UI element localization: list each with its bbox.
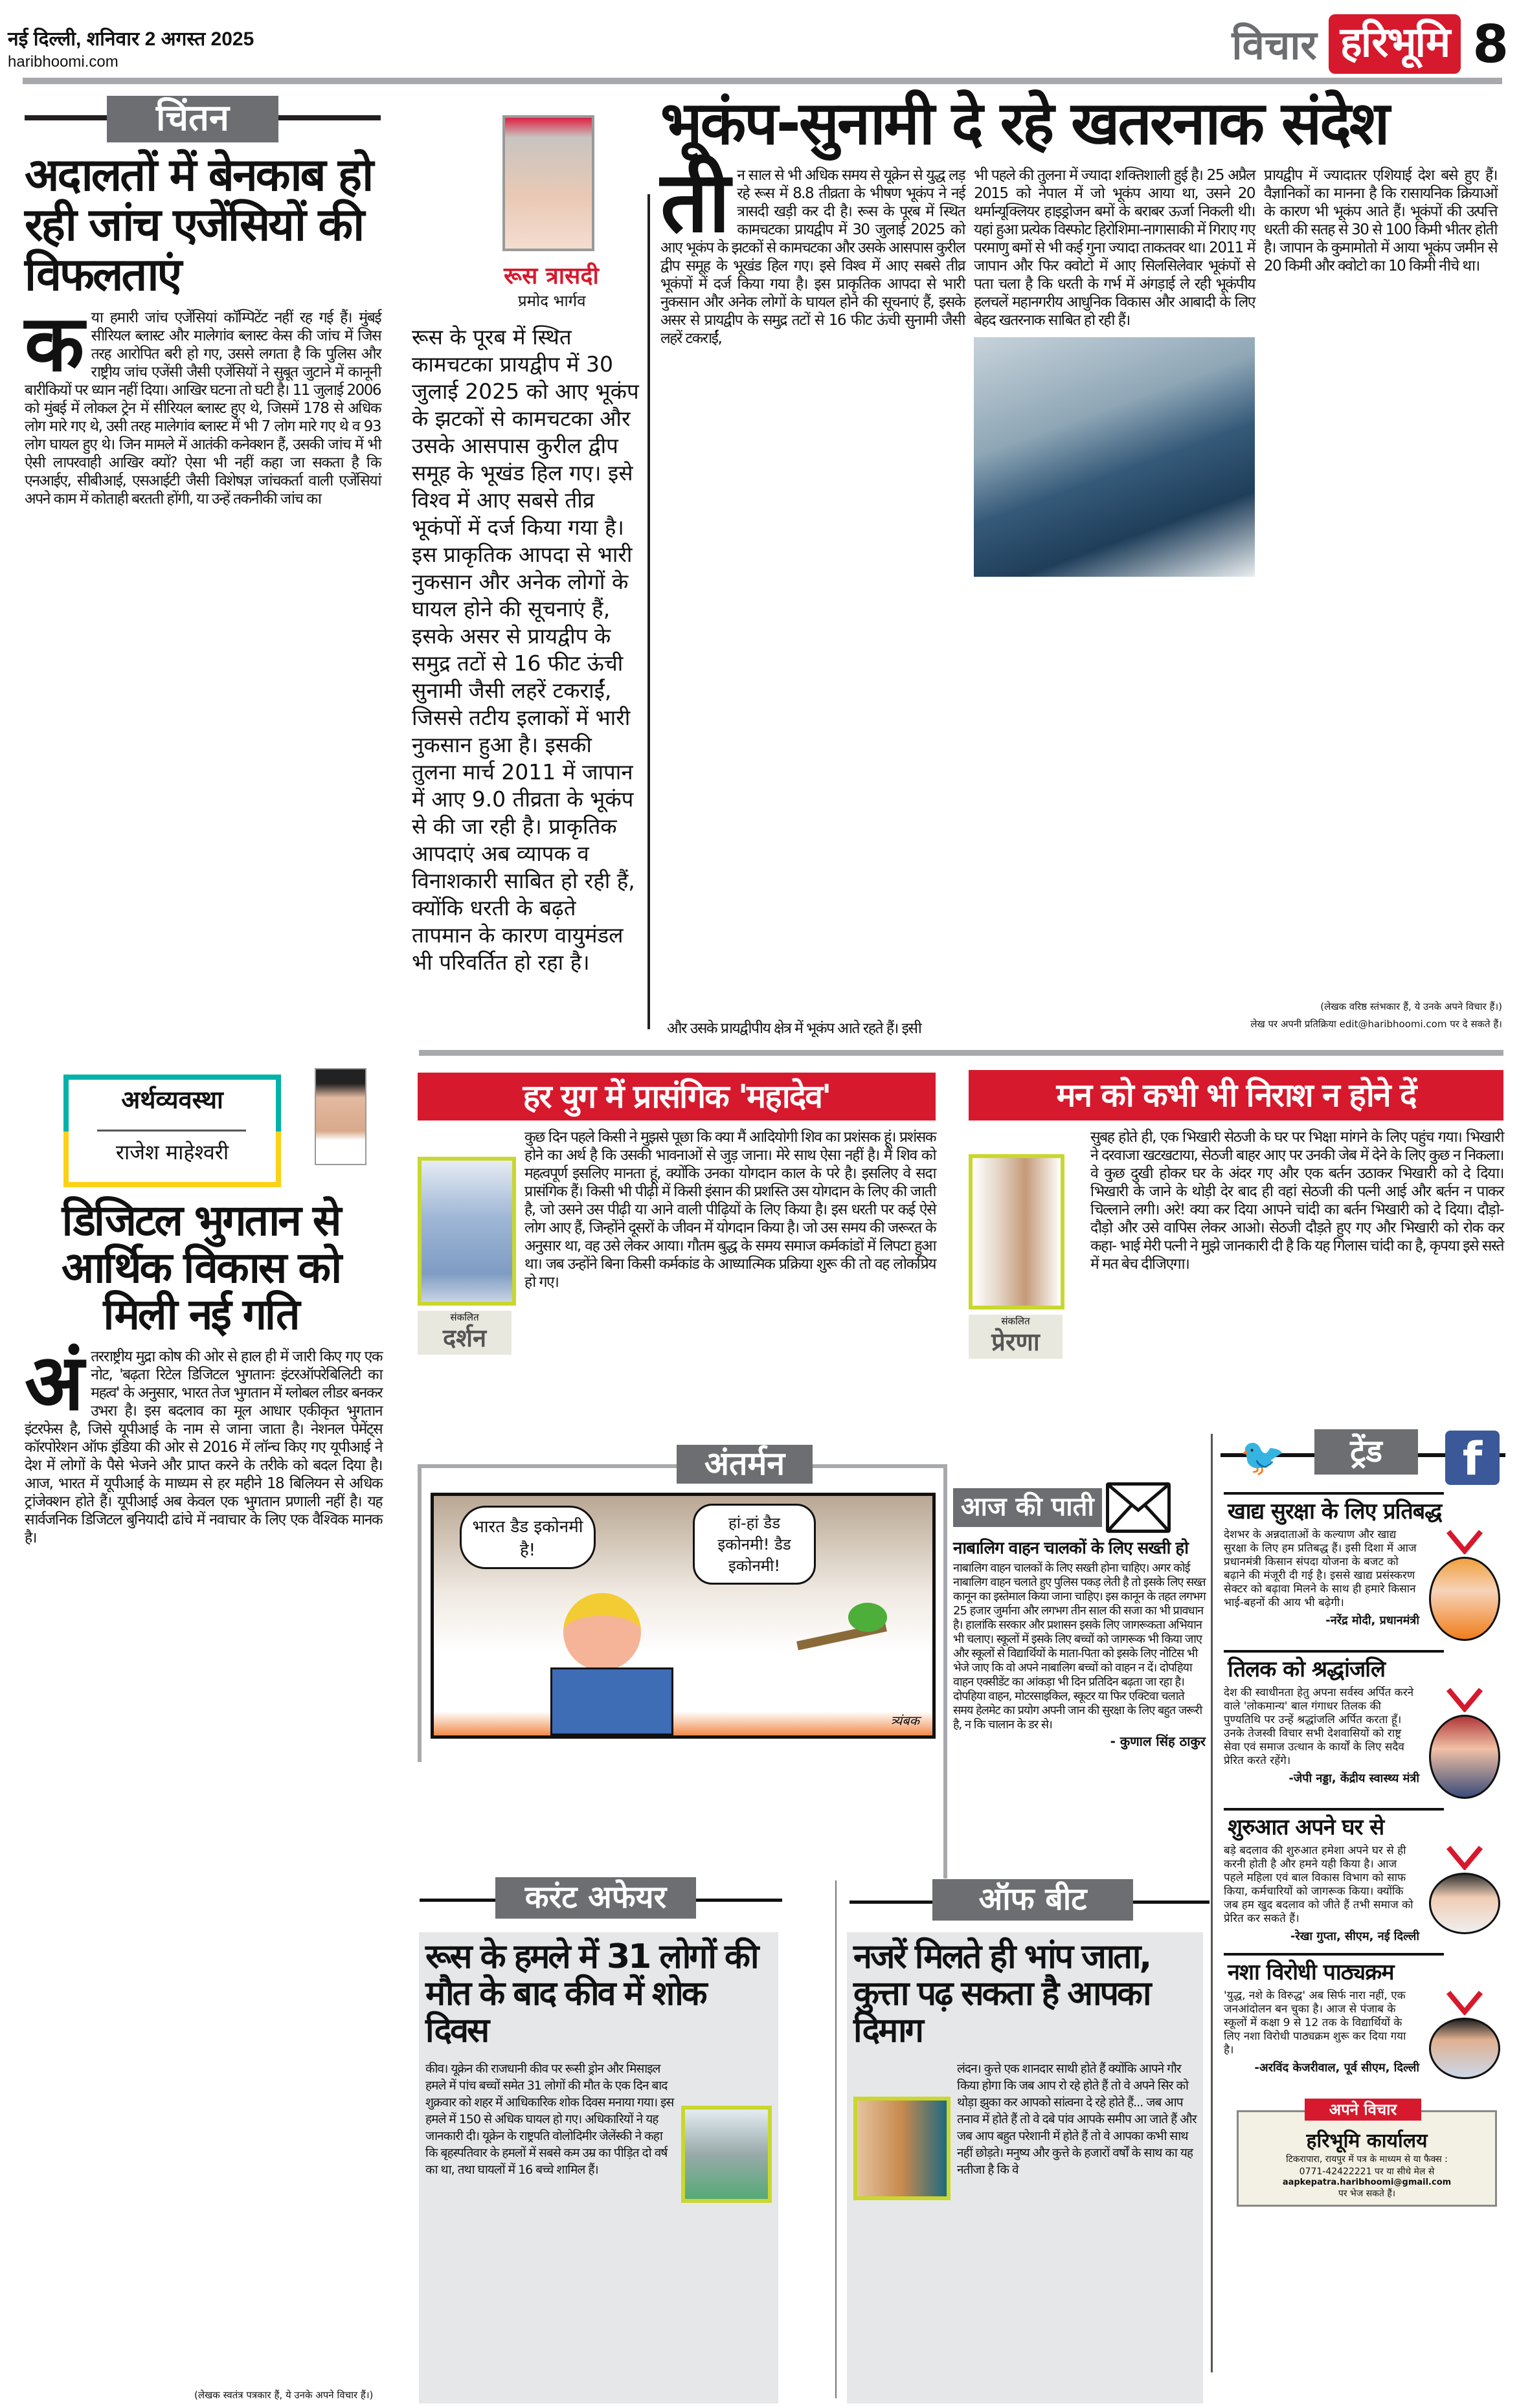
chevron-down-icon <box>1445 1528 1484 1554</box>
paati-section <box>953 1482 1206 1750</box>
author-photo <box>502 115 594 251</box>
portrait-nadda <box>1429 1715 1500 1799</box>
portrait-kejriwal <box>1429 2018 1500 2079</box>
paati-header <box>953 1482 1206 1533</box>
arth-body-wrap <box>19 1337 382 1547</box>
fax-line: 0771-42422221 पर या सीधे मेल से <box>1299 2167 1435 2177</box>
prerna-side <box>969 1128 1064 1359</box>
trend-item-rule <box>1224 1492 1444 1495</box>
trend-item-byline: -अरविंद केजरीवाल, पूर्व सीएम, दिल्ली <box>1254 2061 1419 2075</box>
lead-col-1-text: न साल से भी अधिक समय से यूक्रेन से युद्ध लड़ रहे रूस में 8.8 तीव्रता के भीषण भूकंप ने नई त्रासदी खड़ी कर दी है। रूस के पूरब में स्थित कामचटका प्रायद्वीप में 30 जुलाई 2025 को आए भूकंप के झटकों से कामचटका और उसके आसपास कुरील द्वीप समूह के भूखंड हिल गए। इसे विश्व में आए सबसे तीव्र भूकंपों में दर्ज किया गया है। इस प्राकृतिक आपदा से भारी नुकसान और अनेक लोगों के घायल होने की सूचनाएं हैं, इसके असर से प्रायद्वीप के समुद्र तटों से 16 फीट ऊंची सुनामी जैसी लहरें टकराईं, <box>660 167 965 348</box>
current-body-wrap <box>425 2060 772 2178</box>
send-line: पर भेज सकते हैं। <box>1338 2189 1396 2199</box>
mid-rule <box>419 1050 1503 1056</box>
lead-pullquote: रूस के पूरब में स्थित कामचटका प्रायद्वीप में 30 जुलाई 2025 को आए भूकंप के झटकों से कामचटका और उसके आसपास कुरील द्वीप समूह के भूखंड हिल गए। इसे विश्व में आए सबसे तीव्र भूकंपों में दर्ज किया गया है। इस प्राकृतिक आपदा से भारी नुकसान और अनेक लोगों के घायल होने की सूचनाएं हैं, इसके असर से प्रायद्वीप के समुद्र तटों से 16 फीट ऊंची सुनामी जैसी लहरें टकराईं, जिससे तटीय इलाकों में भारी नुकसान हुआ है। इसकी तुलना मार्च 2011 में जापान में आए 9.0 तीव्रता के भूकंप से की जा रही है। प्राकृतिक आपदाएं अब व्यापक व विनाशकारी साबित हो रही हैं, क्योंकि धरती के बढ़ते तापमान के कारण वायुमंडल भी परिवर्तित हो रहा है। <box>412 324 639 975</box>
portrait-modi <box>1429 1557 1500 1641</box>
brand-logo: हरिभूमि <box>1329 14 1461 74</box>
offbeat-box <box>847 1932 1203 2403</box>
trend-item-headline: शुरुआत अपने घर से <box>1228 1814 1384 1840</box>
kyiv-photo <box>681 2106 772 2203</box>
column-divider <box>835 1880 837 2398</box>
website: haribhoomi.com <box>8 53 118 71</box>
lead-col-2: भी पहले की तुलना में ज्यादा शक्तिशाली हुई है। 25 अप्रैल 2015 को नेपाल में जो भूकंप आया था, उसने 20 थर्मान्यूक्लियर हाइड्रोजन बमों के बराबर ऊर्जा निकली थी। यहां हुआ प्रत्येक विस्फोट हिरोशिमा-नागासाकी में गिराए गए परमाणु बमों से भी कई गुना ज्यादा ताकतवर था। 2011 में जापान और फिर क्वोटो में आए सिलसिलेवार भूकंपों से पता चला है कि धरती के गर्भ में अंगड़ाई ले रही भूकंपीय हलचलें महानगरीय आधुनिक विकास और आबादी के लिए बेहद खतरनाक साबित हो रही हैं। <box>974 167 1255 329</box>
author-photo <box>315 1068 366 1165</box>
chintan-headline: अदालतों में बेनकाब हो रही जांच एजेंसियों की विफलताएं <box>25 148 372 301</box>
page-number: 8 <box>1472 14 1509 74</box>
darshan-label-box <box>418 1311 512 1355</box>
label-top: संकलित <box>1001 1315 1030 1327</box>
chevron-down-icon <box>1445 1686 1484 1712</box>
lead-author: प्रमोद भार्गव <box>518 292 586 310</box>
speech-bubble: भारत डैड इकोनमी है! <box>460 1506 596 1569</box>
current-body: कीव। यूक्रेन की राजधानी कीव पर रूसी ड्रोन और मिसाइल हमले में पांच बच्चों समेत 31 लोगों की मौत के एक दिन बाद शुक्रवार को शहर में आधिकारिक शोक दिवस मनाया गया। इस हमले में 150 से अधिक घायल हो गए। अधिकारियों ने यह जानकारी दी। यूक्रेन के राष्ट्रपति वोलोदिमीर जेलेंस्की ने कहा कि बृहस्पतिवार के हमलों में सबसे कम उम्र का पीड़ित दो वर्ष का था, तथा घायलों में 16 बच्चे शामिल हैं। <box>425 2061 674 2177</box>
tsunami-photo <box>974 337 1255 577</box>
shiva-image <box>418 1157 516 1306</box>
darshan-side <box>418 1128 516 1355</box>
email-link[interactable]: aapkepatra.haribhoomi@gmail.com <box>1282 2178 1452 2187</box>
section-tab-current: करंट अफेयर <box>495 1877 696 1919</box>
apne-vichar-tab: अपने विचार <box>1305 2099 1421 2121</box>
label-top: संकलित <box>450 1311 479 1323</box>
arth-article <box>19 1198 382 1547</box>
prerna-section <box>969 1070 1503 1359</box>
chevron-down-icon <box>1445 1989 1484 2015</box>
trend-item-body: देश की स्वाधीनता हेतु अपना सर्वस्व अर्पित करने वाले 'लोकमान्य' बाल गंगाधर तिलक की पुण्यतिथि पर उन्हें श्रद्धांजलि अर्पित करता हूँ। उनके तेजस्वी विचार सभी देशवासियों को राष्ट्र सेवा एवं समाज उत्थान के कार्यों के लिए सदैव प्रेरित करते रहेंगे। <box>1224 1686 1414 1767</box>
offbeat-body-wrap <box>853 2060 1197 2178</box>
cartoon-figure-suit <box>550 1667 673 1735</box>
trend-item <box>1224 1953 1503 2079</box>
cartoon <box>431 1493 936 1739</box>
chintan-body: या हमारी जांच एजेंसियां कॉम्पिटेंट नहीं रह गई हैं। मुंबई सीरियल ब्लास्ट और मालेगांव ब्लास्ट केस की जांच में जिस तरह आरोपित बरी हो गए, उससे लगता है कि पुलिस और राष्ट्रीय जांच एजेंसी जैसी एजेंसियों ने सुबूत जुटाने में कानूनी बारीकियों पर ध्यान नहीं दिया। आखिर घटना तो घटी है। 11 जुलाई 2006 को मुंबई में लोकल ट्रेन में सीरियल ब्लास्ट हुए थे, जिसमें 178 से अधिक लोग मारे गए थे, उसी तरह मालेगांव ब्लास्ट में भी 7 लोग मारे गए थे व 93 लोग घायल हुए थे। जिन मामले में आतंकी कनेक्शन हैं, उसकी जांच में भी ऐसी लापरवाही आखिर क्यों? ऐसा भी नहीं कहा जा सकता है कि एनआईए, सीबीआई, एसआईटी जैसी विशेषज्ञ जांचकर्ता वाली एजेंसियां अपने काम में कोताही बरतती होंगी, या उन्हें तकनीकी जांच का <box>25 309 381 507</box>
trend-item-headline: नशा विरोधी पाठ्यक्रम <box>1228 1959 1394 1985</box>
arth-note: (लेखक स्वतंत्र पत्रकार हैं, ये उनके अपने विचार हैं।) <box>194 2389 374 2401</box>
trend-divider <box>1211 1434 1213 2372</box>
dropcap: ती <box>660 153 730 252</box>
lead-col-1 <box>660 153 965 348</box>
prerna-body: सुबह होते ही, एक भिखारी सेठजी के घर पर भिक्षा मांगने के लिए पहुंच गया। भिखारी ने दरवाजा खटखटाया, सेठजी बाहर आए पर उनकी जेब में देने के लिए कुछ न निकला। वे कुछ दुखी होकर घर के अंदर गए और एक बर्तन उठाकर भिखारी को दे दिया। भिखारी के जाने के थोड़ी देर बाद ही वहां सेठजी की पत्नी आई और बर्तन न पाकर चिल्लाने लगी। अरे! क्या कर दिया आपने चांदी का बर्तन भिखारी को दे दिया। दौड़ो-दौड़ो और उसे वापिस लेकर आओ। सेठजी दौड़ते हुए गए और भिखारी को रोक कर कहा- भाई मेरी पत्नी ने मुझे जानकारी दी है कि यह गिलास चांदी का है, कृपया इसे सस्ते में मत बेच दीजिएगा। <box>1090 1129 1503 1273</box>
trend-item-rule <box>1224 1953 1444 1956</box>
dog-photo <box>853 2097 951 2200</box>
trend-item-body: 'युद्ध, नशे के विरुद्ध' अब सिर्फ नारा नहीं, एक जनआंदोलन बन चुका है। आज से पंजाब के स्कूलों में कक्षा 9 से 12 तक के विद्यार्थियों के लिए नशा विरोधी पाठ्यक्रम शुरू कर दिया गया है। <box>1224 1989 1406 2057</box>
darshan-body: कुछ दिन पहले किसी ने मुझसे पूछा कि क्या मैं आदियोगी शिव का प्रशंसक हूं। प्रशंसक होने का अर्थ है कि उसकी भावनाओं से जुड़ जाना। मेरे साथ ऐसा नहीं है। मैं शिव को महत्वपूर्ण इसलिए मानता हूं, क्योंकि उनका योगदान काल के परे है। इसलिए वे सदा प्रासंगिक हैं। किसी भी पीढ़ी में किसी इंसान की प्रशस्ति उस योगदान के लिए की जाती है, जो उसने उस पीढ़ी या आने वाली पीढ़ियों के लिए किया है। इस धरती पर कई ऐसे लोग आए हैं, जिन्होंने दूसरों के जीवन में योगदान किया है। जो उस समय की जरूरत के अनुसार था, वह उसे लेकर आया। गौतम बुद्ध के समय समाज कर्मकांडों में लिपटा हुआ था। जब उन्होंने बिना किसी कर्मकांड के आध्यात्मिक प्रक्रिया शुरू की तो वह लोकप्रिय हो गए। <box>524 1129 936 1291</box>
office-title: हरिभूमि कार्यालय <box>1306 2130 1428 2152</box>
arth-tab: अर्थव्यवस्था <box>121 1086 223 1114</box>
arth-author: राजेश माहेश्वरी <box>115 1140 229 1165</box>
trend-item-side <box>1426 1528 1503 1641</box>
column-divider <box>647 194 650 1029</box>
prerna-row <box>969 1128 1503 1359</box>
dropcap: अं <box>25 1337 84 1428</box>
dateline: नई दिल्ली, शनिवार 2 अगस्त 2025 <box>8 28 254 50</box>
prerna-label-box <box>969 1315 1063 1359</box>
darshan-headline: हर युग में प्रासंगिक 'महादेव' <box>418 1073 936 1120</box>
feedback-note: लेख पर अपनी प्रतिक्रिया edit@haribhoomi.com पर दे सकते हैं। <box>1250 1018 1502 1030</box>
darshan-label: दर्शन <box>442 1324 487 1352</box>
lead-kicker: रूस त्रासदी <box>504 263 599 289</box>
apne-vichar <box>1237 2099 1497 2207</box>
lead-col-3: प्रायद्वीप में ज्यादातर एशियाई देश बसे हुए हैं। वैज्ञानिकों का मानना है कि रासायनिक क्रियाओं के कारण भी भूकंप आते हैं। भूकंपों की उत्पत्ति धरती की सतह से 30 से 100 किमी भीतर होती है। जापान के कुमामोतो में आया भूकंप जमीन से 20 किमी और क्वोटो का 10 किमी नीचे था। <box>1264 167 1497 275</box>
trend-item-side <box>1426 1686 1503 1799</box>
prerna-label: प्रेरणा <box>991 1328 1040 1356</box>
trend-item-side <box>1426 1989 1503 2079</box>
dropcap: क <box>25 299 84 389</box>
trend-item <box>1224 1650 1503 1799</box>
offbeat-headline: नजरें मिलते ही भांप जाता, कुत्ता पढ़ सकता है आपका दिमाग <box>853 1937 1151 2051</box>
trend-item <box>1224 1492 1503 1641</box>
trend-item-side <box>1426 1844 1503 1934</box>
lead-article <box>660 91 1503 577</box>
author-note: (लेखक वरिष्ठ स्तंभकार हैं, ये उनके अपने विचार हैं।) <box>1320 1001 1502 1012</box>
trend-item-headline: खाद्य सुरक्षा के लिए प्रतिबद्ध <box>1228 1499 1442 1524</box>
trend-item-byline: -जेपी नड्डा, केंद्रीय स्वास्थ्य मंत्री <box>1288 1772 1419 1785</box>
header-rule <box>23 78 1502 84</box>
cartoonist-signature: त्र्यंबक <box>890 1713 919 1728</box>
prerna-headline: मन को कभी भी निराश न होने दें <box>969 1070 1503 1120</box>
section-tab-trend: ट्रेंड <box>1314 1429 1418 1475</box>
trend-item-byline: -रेखा गुप्ता, सीएम, नई दिल्ली <box>1290 1930 1419 1943</box>
cartoon-figure-head <box>563 1593 641 1671</box>
trend-item-body: बड़े बदलाव की शुरुआत हमेशा अपने घर से ही करनी होती है और हमने यही किया है। आज पहले महिला एवं बाल विकास विभाग को साफ किया, कर्मचारियों को जागरूक किया। क्योंकि जब हम खुद बदलाव को जीते हैं तभी समाज को प्रेरित कर सकते हैं। <box>1224 1844 1413 1925</box>
lead-col-2-wrap <box>974 166 1255 577</box>
section-tab-chintan: चिंतन <box>107 96 278 142</box>
section-tab-antarman: अंतर्मन <box>677 1445 813 1484</box>
trend-item-rule <box>1224 1650 1444 1653</box>
section-name: विचार <box>1232 21 1317 69</box>
chintan-article <box>25 150 381 508</box>
section-tab-paati: आज की पाती <box>953 1488 1102 1527</box>
offbeat-body: लंदन। कुत्ते एक शानदार साथी होते हैं क्योंकि आपने गौर किया होगा कि जब आप रो रहे होते हैं तो वे अपने सिर को थोड़ा झुका कर आपको सांत्वना दे रहे होते हैं... जब आप तनाव में होते हैं तो वे दबे पांव आपके समीप आ जाते हैं और जब आप बहुत परेशानी में होते हैं तो वे आपका कभी साथ नहीं छोड़ते। मनुष्य और कुत्ते के हजारों वर्षों के साथ का यह नतीजा है कि वे <box>957 2061 1197 2177</box>
current-box <box>419 1932 778 2403</box>
twitter-bird-icon: 🐦 <box>1240 1436 1285 1478</box>
darshan-section <box>418 1073 936 1355</box>
address-line: टिकरापारा, रायपुर में पत्र के माध्यम से या फैक्स : <box>1286 2154 1448 2165</box>
parrot <box>848 1603 887 1632</box>
paati-divider <box>943 1464 947 1878</box>
lead-col-1-end: और उसके प्रायद्वीपीय क्षेत्र में भूकंप आते रहते हैं। इसी <box>667 1020 921 1037</box>
trend-item-headline: तिलक को श्रद्धांजलि <box>1228 1656 1386 1682</box>
chintan-body-wrap <box>25 299 381 508</box>
apne-vichar-box <box>1237 2110 1497 2207</box>
trend-item-rule <box>1224 1808 1444 1811</box>
portrait-rekha-gupta <box>1429 1873 1500 1934</box>
envelope-icon <box>1106 1482 1171 1533</box>
trend-item-body: देशभर के अन्नदाताओं के कल्याण और खाद्य सुरक्षा के लिए हम प्रतिबद्ध हैं। इसी दिशा में आज प्रधानमंत्री किसान संपदा योजना के बजट को बढ़ाने की मंजूरी दी गई है। इससे खाद्य प्रसंस्करण सेक्टर को बढ़ावा मिलने के साथ ही हमारे किसान भाई-बहनों की आय भी बढ़ेगी। <box>1224 1528 1417 1609</box>
arth-divider <box>97 1130 246 1132</box>
beggar-sketch <box>969 1154 1064 1310</box>
current-headline: रूस के हमले में 31 लोगों की मौत के बाद कीव में शोक दिवस <box>425 1937 758 2051</box>
masthead <box>971 12 1509 76</box>
trend-item-byline: -नरेंद्र मोदी, प्रधानमंत्री <box>1325 1614 1419 1627</box>
darshan-row <box>418 1128 936 1355</box>
trend-item <box>1224 1808 1503 1944</box>
trend-list <box>1224 1492 1503 2207</box>
paati-body: नाबालिग वाहन चालकों के लिए सख्ती होना चाहिए। अगर कोई नाबालिग वाहन चलाते हुए पुलिस पकड़ लेती है तो इसके लिए सख्त कानून का इस्तेमाल किया जाना चाहिए। इस कानून के तहत लगभग 25 हजार जुर्माना और लगभग तीन साल की सजा का भी प्रावधान है। हालांकि सरकार और प्रशासन इसके लिए जागरूकता अभियान भी चलाए। स्कूलों में इसके लिए बच्चों को जागरूक भी किया जाए और स्कूलों से विद्यार्थियों के माता-पिता को इसके लिए नोटिस भी भेजे जाए कि वो अपने नाबालिग बच्चों को वाहन न दें। दोपहिया वाहन एक्सीडेंट का आंकड़ा भी दिन प्रतिदिन बढ़ता जा रहा है। दोपहिया वाहन, मोटरसाइकिल, स्कूटर या फिर एक्टिवा चलाते समय हेलमेट का प्रयोग अपनी जान की सुरक्षा के लिए बहुत जरूरी है, न कि चालान के डर से। <box>953 1561 1206 1732</box>
speech-bubble: हां-हां डैड इकोनमी! डैड इकोनमी! <box>693 1504 816 1585</box>
lead-columns <box>660 153 1503 577</box>
section-tab-offbeat: ऑफ बीट <box>932 1879 1133 1921</box>
facebook-like-icon: f <box>1445 1431 1500 1485</box>
chevron-down-icon <box>1445 1844 1484 1870</box>
paati-headline: नाबालिग वाहन चालकों के लिए सख्ती हो <box>953 1539 1188 1558</box>
arth-headline: डिजिटल भुगतान से आर्थिक विकास को मिली नई गति <box>61 1196 341 1340</box>
lead-headline: भूकंप-सुनामी दे रहे खतरनाक संदेश <box>660 89 1388 158</box>
paati-signoff: - कुणाल सिंह ठाकुर <box>1110 1734 1206 1749</box>
arth-body: तरराष्ट्रीय मुद्रा कोष की ओर से हाल ही में जारी किए गए एक नोट, 'बढ़ता रिटेल डिजिटल भुगतानः इंटरऑपरेबिलिटी का महत्व' के अनुसार, भारत तेज भुगतान में ग्लोबल लीडर बनकर उभरा है। इस बदलाव का मूल आधार एकीकृत भुगतान इंटरफेस है, जिसे यूपीआई के नाम से जाना जाता है। नेशनल पेमेंट्स कॉरपोरेशन ऑफ इंडिया की ओर से 2016 में लॉन्च किए गए यूपीआई ने देश में लोगों के पैसे भेजने और प्राप्त करने के तरीके को बदल दिया है। आज, भारत में यूपीआई के माध्यम से हर महीने 18 बिलियन से अधिक ट्रांजेक्शन होते हैं। यूपीआई अब केवल एक भुगतान प्रणाली नहीं है। यह सार्वजनिक डिजिटल बुनियादी ढांचे में नवाचार के लिए एक वैश्विक मानक है। <box>25 1348 382 1546</box>
